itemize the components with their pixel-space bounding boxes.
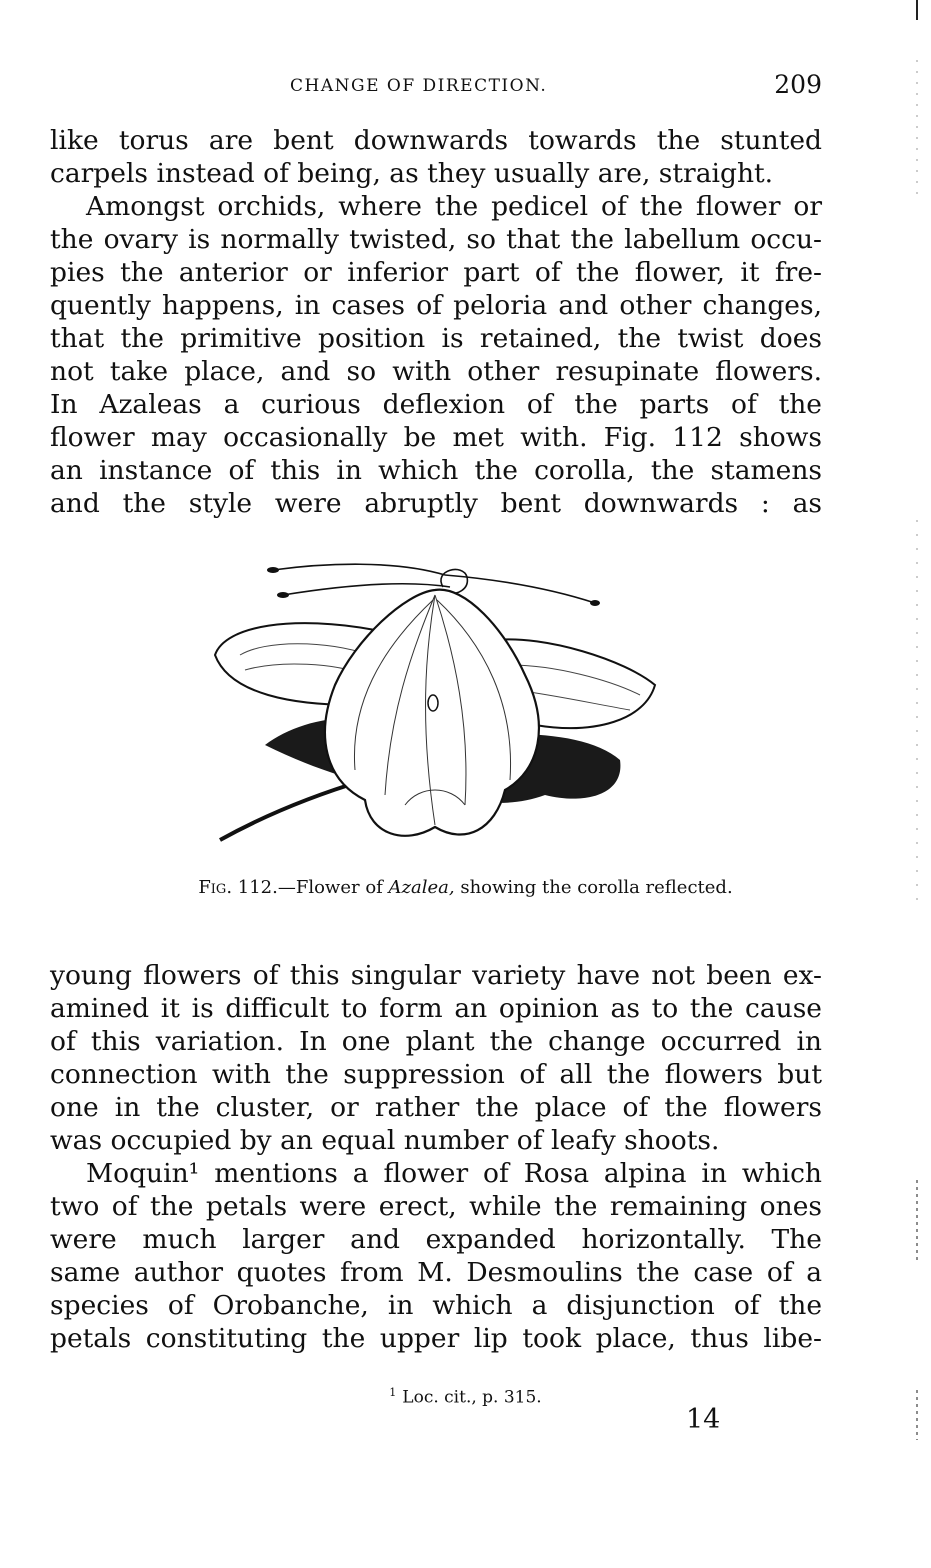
running-title: CHANGE OF DIRECTION.	[290, 76, 548, 96]
text-line: an instance of this in which the corolla, the stamens	[50, 455, 822, 486]
caption-italic: Azalea,	[388, 877, 455, 898]
scan-edge-marks	[909, 0, 925, 1568]
text-line: like torus are bent downwards towards the stunted	[50, 125, 822, 156]
text-line: carpels instead of being, as they usually are, straight.	[50, 158, 774, 189]
signature-mark: 14	[686, 1404, 721, 1435]
stem	[220, 780, 365, 840]
caption-text: —Flower of	[277, 877, 389, 898]
azalea-flower-illustration	[205, 555, 665, 850]
text-line: Amongst orchids, where the pedicel of the flower or	[86, 191, 822, 222]
text-line: of this variation. In one plant the change occurred in	[50, 1026, 822, 1057]
paragraph	[50, 1157, 822, 1355]
text-line: and the style were abruptly bent downwards : as	[50, 488, 822, 519]
page-header	[50, 70, 822, 106]
text-line: flower may occasionally be met with. Fig. 112 shows	[50, 422, 822, 453]
paragraph	[50, 124, 822, 190]
text-line: not take place, and so with other resupinate flowers.	[50, 356, 822, 387]
body-text-top	[50, 124, 822, 520]
text-line: young flowers of this singular variety have not been ex-	[50, 960, 822, 991]
footnote-marker: 1	[389, 1386, 397, 1399]
footnote-text: Loc. cit., p. 315.	[402, 1387, 542, 1408]
footnote	[0, 1386, 931, 1408]
text-line: species of Orobanche, in which a disjunction of the	[50, 1290, 822, 1321]
text-line: quently happens, in cases of peloria and other changes,	[50, 290, 822, 321]
page-number: 209	[774, 70, 822, 99]
text-line: amined it is difficult to form an opinion as to the cause	[50, 993, 822, 1024]
text-line: petals constituting the upper lip took place, thus libe-	[50, 1323, 822, 1354]
text-line: one in the cluster, or rather the place of the flowers	[50, 1092, 822, 1123]
text-line: pies the anterior or inferior part of the flower, it fre-	[50, 257, 822, 288]
figure-label: Fig. 112.	[198, 877, 278, 898]
text-line: Moquin¹ mentions a flower of Rosa alpina in which	[86, 1158, 822, 1189]
text-line: the ovary is normally twisted, so that the labellum occu-	[50, 224, 822, 255]
text-line: was occupied by an equal number of leafy shoots.	[50, 1125, 720, 1156]
figure-caption	[0, 877, 931, 898]
text-line: connection with the suppression of all the flowers but	[50, 1059, 822, 1090]
body-text-bottom	[50, 959, 822, 1355]
paragraph	[50, 959, 822, 1157]
paragraph	[50, 190, 822, 520]
text-line: two of the petals were erect, while the remaining ones	[50, 1191, 822, 1222]
text-line: were much larger and expanded horizontally. The	[50, 1224, 822, 1255]
text-line: that the primitive position is retained, the twist does	[50, 323, 822, 354]
caption-text: showing the corolla reflected.	[454, 877, 733, 898]
text-line: In Azaleas a curious deflexion of the parts of the	[50, 389, 822, 420]
text-line: same author quotes from M. Desmoulins the case of a	[50, 1257, 822, 1288]
